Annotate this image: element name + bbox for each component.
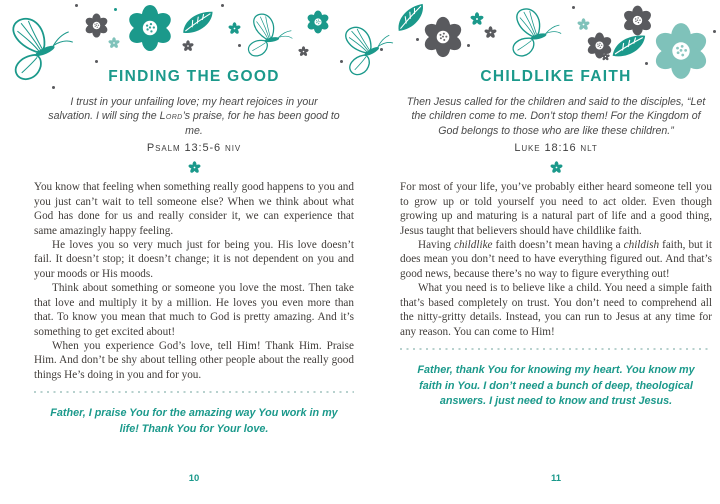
paragraph-text: faith doesn’t mean having a bbox=[492, 238, 624, 251]
paragraph: You know that feeling when something really good happens to you and you just can’t wait to tell someone else? When we think about what God has done for us and really consider it, we can experience that same amazingly happy feeling. bbox=[34, 181, 354, 237]
paragraph: When you experience God’s love, tell Him! Thank Him. Praise Him. And don’t be shy about telling other people about the really good things He’s doing in you and for you. bbox=[34, 340, 354, 381]
page-right-content bbox=[400, 0, 712, 504]
page-number: 11 bbox=[550, 473, 562, 484]
paragraph: He loves you so very much just for being you. His love doesn’t fail. It doesn’t stop; it doesn’t change; it is not dependent on you and your moods or His moods. bbox=[34, 238, 354, 280]
paragraph-emphasis: childlike bbox=[453, 238, 493, 251]
prayer-text: Father, thank You for knowing my heart. You know my faith in You. I don’t need a bunch of deep, theological answers. I just need to know and trust Jesus. bbox=[417, 364, 695, 408]
paragraph: For most of your life, you’ve probably either heard someone tell you to grow up or told yourself you need to act older. Even though growing up and maturing is a natural part of life and a good thing, Jesus taught that believers should have childlike faith. bbox=[400, 181, 712, 237]
scripture-block bbox=[400, 95, 712, 154]
paragraph: What you need is to believe like a child. You need a simple faith that’s based completely on trust. You don’t need to comprehend all the nitty-gritty details. Instead, you can run to Jesus at any time for any reason. You can come to Him! bbox=[400, 282, 712, 338]
scripture-quote bbox=[48, 95, 340, 138]
scripture-reference: Psalm 13:5-6 niv bbox=[146, 142, 242, 155]
paragraph: Think about something or someone you love the most. Then take that love and multiply it by a million. He loves you even more than that. To know you mean that much to God is pretty amazing. And it’s something to get excited about! bbox=[34, 282, 354, 338]
page-left-content bbox=[34, 0, 354, 504]
paragraph-text: faith, but it does mean you don’t need to have everything figured out. And that’s good news, because there’s no way to figure everything out! bbox=[400, 238, 713, 280]
page-title: CHILDLIKE FAITH bbox=[480, 68, 632, 85]
prayer-text: Father, I praise You for the amazing way You work in my life! Thank You for Your love. bbox=[50, 407, 338, 435]
flower-ornament-icon bbox=[400, 161, 712, 175]
dotted-divider bbox=[400, 348, 712, 350]
flower-ornament-icon bbox=[34, 161, 354, 175]
devotional-body bbox=[34, 180, 354, 382]
scripture-text: I trust in your unfailing love; my heart rejoices in your salvation. I will sing the bbox=[48, 96, 318, 123]
scripture-block bbox=[34, 95, 354, 154]
page-title: FINDING THE GOOD bbox=[108, 68, 280, 85]
dotted-divider bbox=[34, 391, 354, 393]
paragraph-text: Having bbox=[418, 238, 454, 251]
page-right bbox=[360, 0, 720, 504]
scripture-text: ’s praise, for he has been good to me. bbox=[182, 110, 340, 137]
page-number: 10 bbox=[188, 473, 200, 484]
scripture-quote: Then Jesus called for the children and said to the disciples, “Let the children come to me. Don’t stop them! For the Kingdom of God belongs to those who are like these children.” bbox=[406, 96, 706, 137]
devotional-body bbox=[400, 180, 712, 339]
lord-smallcaps: Lord bbox=[159, 110, 183, 123]
scripture-reference: Luke 18:16 nlt bbox=[514, 142, 598, 155]
paragraph-emphasis: childish bbox=[623, 238, 660, 251]
paragraph bbox=[400, 238, 712, 281]
